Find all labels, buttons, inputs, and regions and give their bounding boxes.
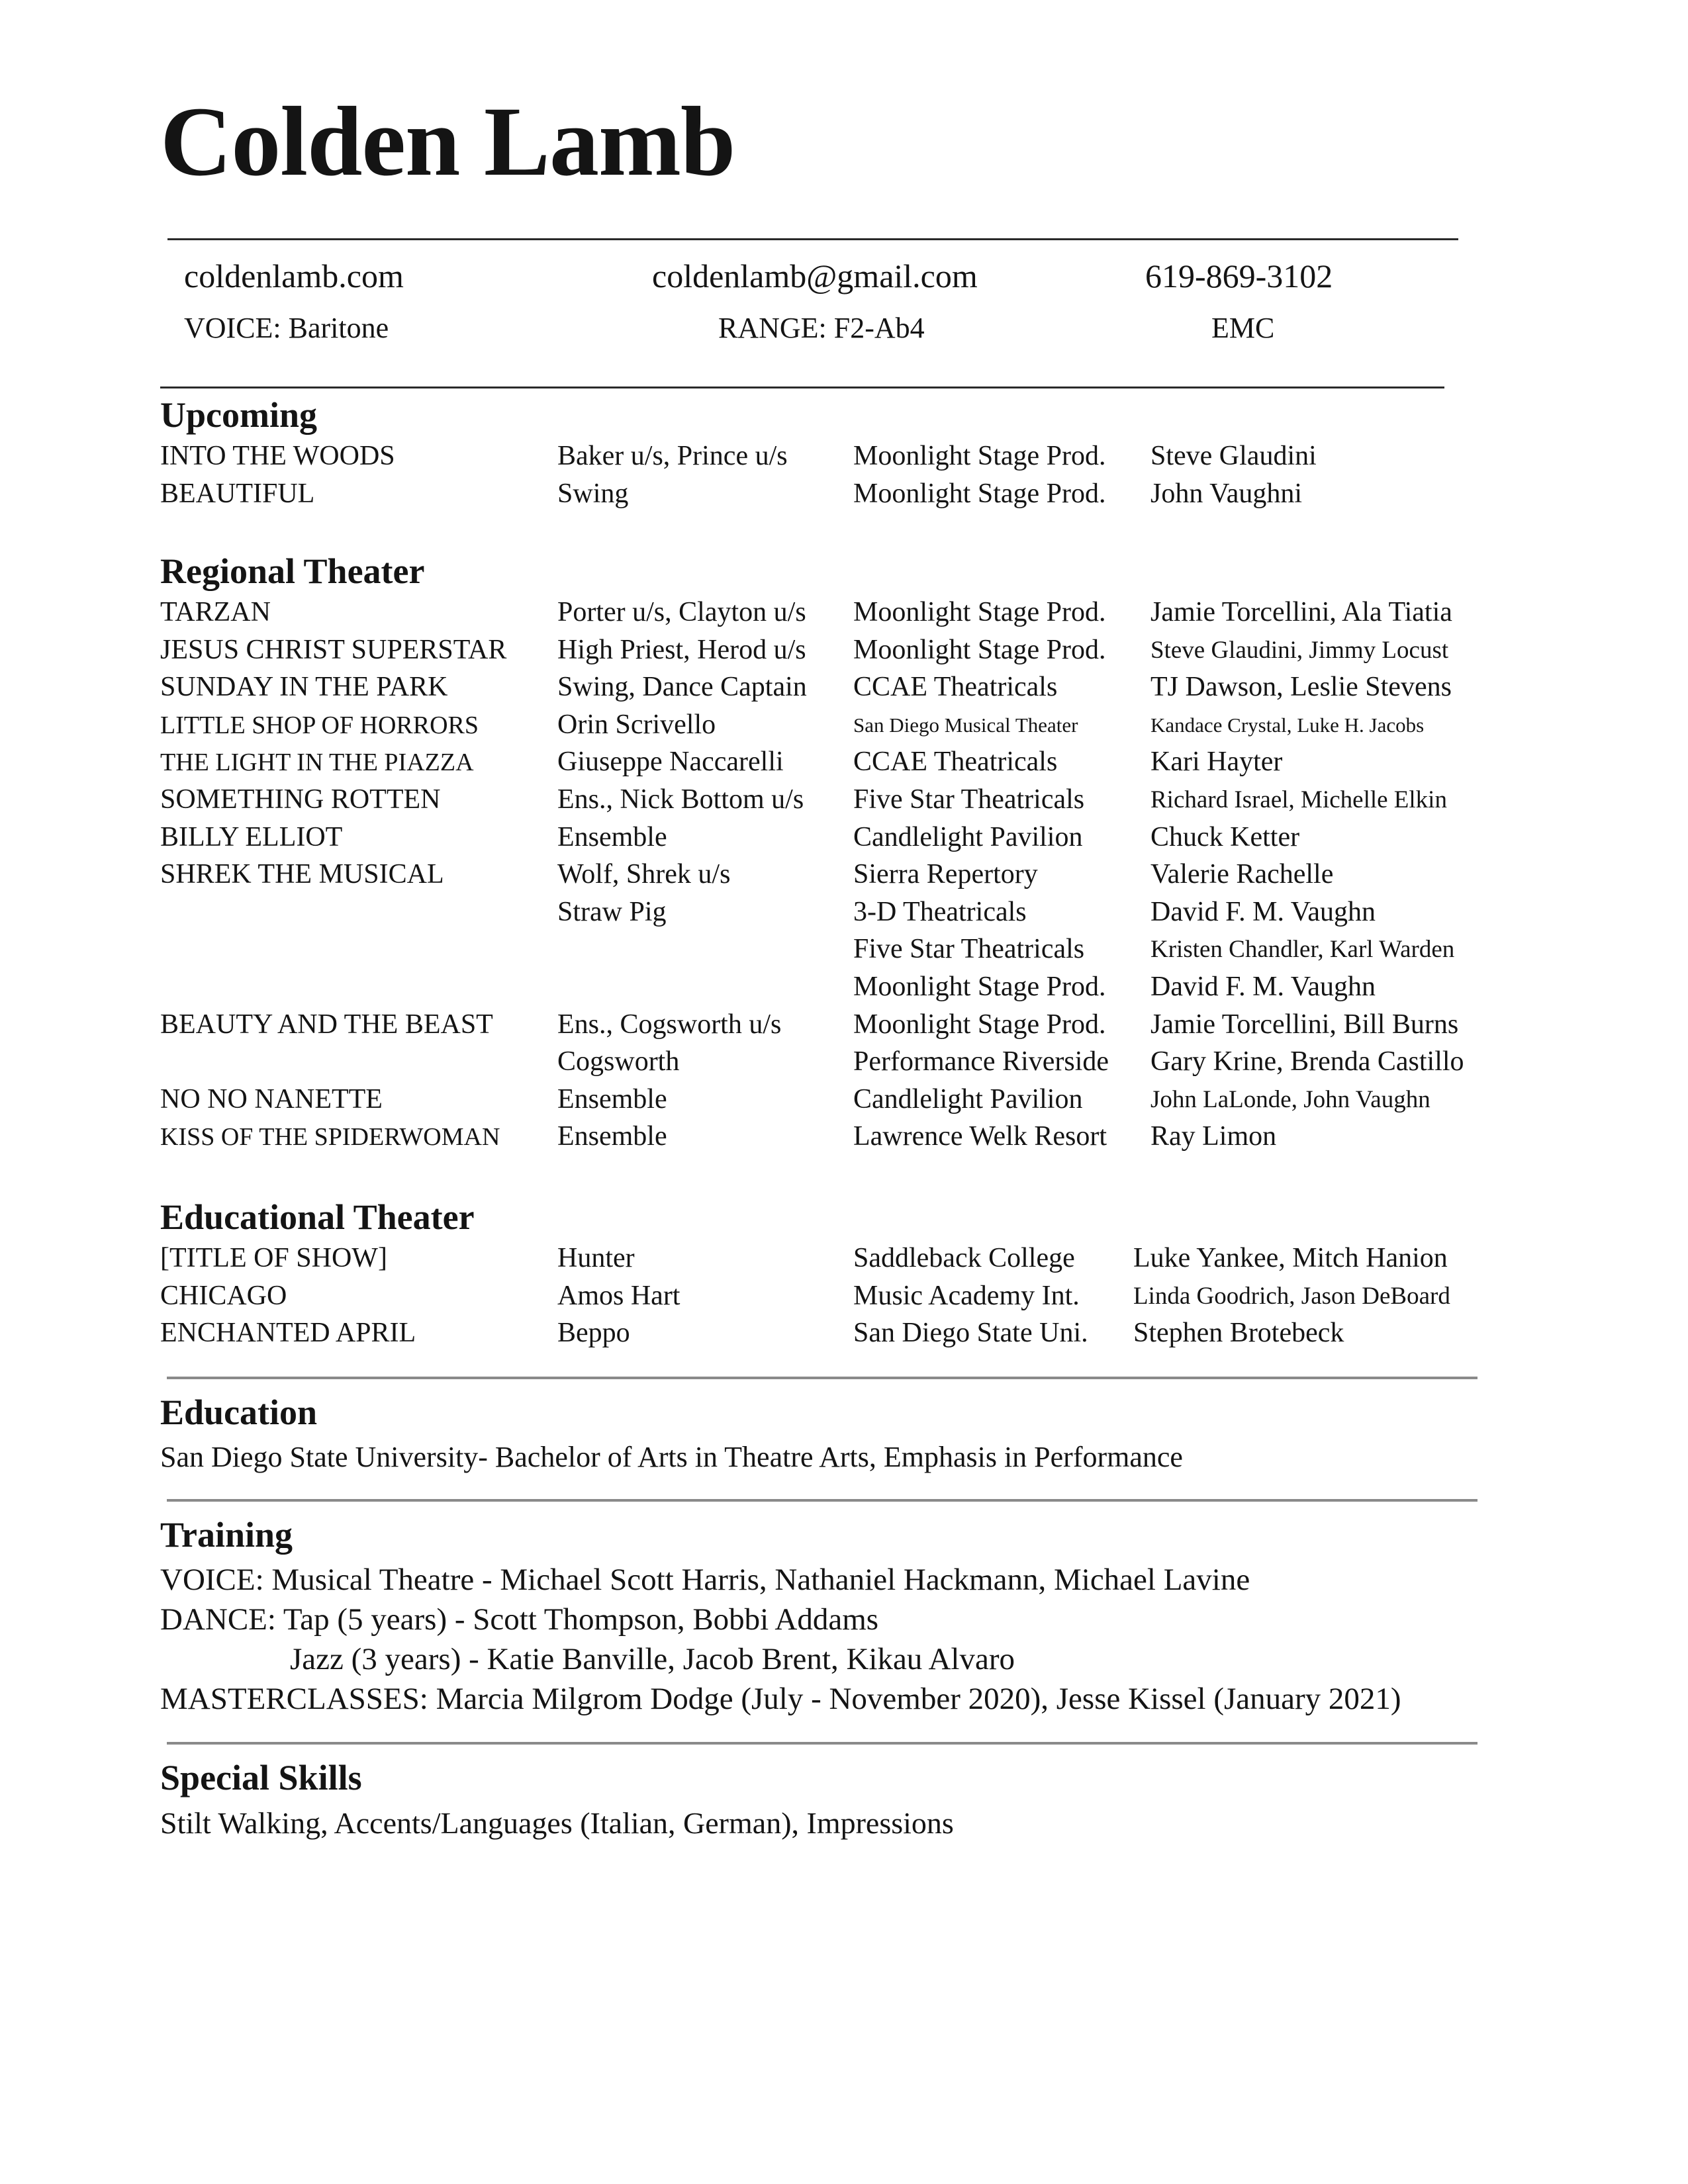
upcoming-credits xyxy=(160,438,1511,513)
credit-show: NO NO NANETTE xyxy=(160,1083,383,1115)
credit-director: Stephen Brotebeck xyxy=(1133,1318,1344,1349)
credit-role: Orin Scrivello xyxy=(557,709,716,740)
credit-row xyxy=(160,1278,1511,1316)
credit-row xyxy=(160,856,1511,894)
credit-show: TARZAN xyxy=(160,597,271,627)
credit-show: SHREK THE MUSICAL xyxy=(160,859,444,890)
credit-director: Valerie Rachelle xyxy=(1150,859,1334,890)
credit-row xyxy=(160,1007,1511,1044)
section-divider xyxy=(167,1742,1477,1745)
credit-director: David F. M. Vaughn xyxy=(1150,896,1376,927)
credit-row xyxy=(160,1240,1511,1278)
credit-row xyxy=(160,1315,1511,1353)
credit-company: Lawrence Welk Resort xyxy=(853,1121,1107,1152)
credit-show: BEAUTIFUL xyxy=(160,478,315,509)
credit-director: Jamie Torcellini, Bill Burns xyxy=(1150,1009,1459,1040)
credit-director: John Vaughni xyxy=(1150,478,1303,509)
credit-company: Moonlight Stage Prod. xyxy=(853,441,1106,471)
credit-show: LITTLE SHOP OF HORRORS xyxy=(160,711,479,739)
credit-company: San Diego State Uni. xyxy=(853,1318,1088,1349)
credit-director: Kari Hayter xyxy=(1150,747,1283,778)
credit-row xyxy=(160,669,1511,707)
section-title-special-skills: Special Skills xyxy=(160,1758,362,1797)
credit-row xyxy=(160,438,1511,476)
section-divider xyxy=(167,1377,1477,1379)
credit-company: Music Academy Int. xyxy=(853,1280,1080,1311)
credit-row xyxy=(160,1081,1511,1119)
regional-credits xyxy=(160,594,1511,1156)
credit-role: Ensemble xyxy=(557,1121,667,1152)
credit-company: Candlelight Pavilion xyxy=(853,821,1083,852)
credit-company: Saddleback College xyxy=(853,1243,1075,1273)
credit-show: SUNDAY IN THE PARK xyxy=(160,672,448,703)
phone-number: 619-869-3102 xyxy=(1145,257,1333,295)
educational-credits xyxy=(160,1240,1511,1353)
credit-row xyxy=(160,1044,1511,1081)
credit-role: Giuseppe Naccarelli xyxy=(557,747,784,778)
credit-show: [TITLE OF SHOW] xyxy=(160,1243,387,1273)
credit-director: Kandace Crystal, Luke H. Jacobs xyxy=(1150,713,1425,737)
credit-director: Jamie Torcellini, Ala Tiatia xyxy=(1150,597,1452,627)
credit-row xyxy=(160,744,1511,782)
credit-director: Kristen Chandler, Karl Warden xyxy=(1150,936,1455,964)
credit-show: KISS OF THE SPIDERWOMAN xyxy=(160,1123,500,1152)
credit-show: BEAUTY AND THE BEAST xyxy=(160,1009,493,1040)
voice-type: VOICE: Baritone xyxy=(184,312,389,344)
credit-company: Sierra Repertory xyxy=(853,859,1038,890)
training-masterclasses: MASTERCLASSES: Marcia Milgrom Dodge (July - November 2020), Jesse Kissel (January 2021) xyxy=(160,1682,1401,1716)
credit-role: Swing, Dance Captain xyxy=(557,672,807,703)
credit-show: CHICAGO xyxy=(160,1280,287,1311)
section-title-training: Training xyxy=(160,1515,293,1555)
vocal-range: RANGE: F2-Ab4 xyxy=(718,312,925,344)
credit-role: Ensemble xyxy=(557,1083,667,1115)
credit-director: David F. M. Vaughn xyxy=(1150,971,1376,1002)
credit-director: TJ Dawson, Leslie Stevens xyxy=(1150,672,1452,703)
credit-company: Moonlight Stage Prod. xyxy=(853,597,1106,627)
credit-company: San Diego Musical Theater xyxy=(853,713,1078,737)
credit-row xyxy=(160,819,1511,857)
education-degree: San Diego State University- Bachelor of Arts in Theatre Arts, Emphasis in Performance xyxy=(160,1441,1183,1473)
credit-row xyxy=(160,476,1511,514)
credit-show: ENCHANTED APRIL xyxy=(160,1318,416,1349)
credit-role: Baker u/s, Prince u/s xyxy=(557,441,788,471)
email-link[interactable]: coldenlamb@gmail.com xyxy=(652,257,978,295)
credit-role: Wolf, Shrek u/s xyxy=(557,859,731,890)
credit-role: Amos Hart xyxy=(557,1280,680,1311)
credit-row xyxy=(160,594,1511,632)
credit-show: SOMETHING ROTTEN xyxy=(160,784,441,815)
resume-name: Colden Lamb xyxy=(160,87,735,197)
credit-row xyxy=(160,707,1511,745)
credit-show: INTO THE WOODS xyxy=(160,441,395,471)
credit-role: Cogsworth xyxy=(557,1046,680,1077)
credit-director: Steve Glaudini xyxy=(1150,441,1317,471)
credit-row xyxy=(160,894,1511,932)
credit-row xyxy=(160,782,1511,819)
credit-row xyxy=(160,632,1511,670)
credit-director: Chuck Ketter xyxy=(1150,821,1300,852)
credit-company: Moonlight Stage Prod. xyxy=(853,1009,1106,1040)
credit-row xyxy=(160,1118,1511,1156)
credit-row xyxy=(160,969,1511,1007)
credit-role: Ens., Nick Bottom u/s xyxy=(557,784,804,815)
credit-company: Performance Riverside xyxy=(853,1046,1109,1077)
training-voice: VOICE: Musical Theatre - Michael Scott Harris, Nathaniel Hackmann, Michael Lavine xyxy=(160,1563,1250,1597)
section-title-education: Education xyxy=(160,1392,318,1432)
header-divider-bottom xyxy=(160,387,1444,388)
credit-show: JESUS CHRIST SUPERSTAR xyxy=(160,634,507,665)
credit-role: Ensemble xyxy=(557,821,667,852)
credit-director: John LaLonde, John Vaughn xyxy=(1150,1085,1430,1113)
credit-director: Ray Limon xyxy=(1150,1121,1277,1152)
credit-company: Five Star Theatricals xyxy=(853,784,1085,815)
credit-role: Hunter xyxy=(557,1243,635,1273)
website-link[interactable]: coldenlamb.com xyxy=(184,257,404,295)
credit-role: Straw Pig xyxy=(557,896,667,927)
union-status: EMC xyxy=(1211,312,1275,344)
credit-role: Ens., Cogsworth u/s xyxy=(557,1009,782,1040)
training-dance: DANCE: Tap (5 years) - Scott Thompson, Bobbi Addams xyxy=(160,1602,879,1637)
credit-role: Porter u/s, Clayton u/s xyxy=(557,597,806,627)
section-divider xyxy=(167,1499,1477,1502)
credit-company: CCAE Theatricals xyxy=(853,747,1058,778)
credit-company: Moonlight Stage Prod. xyxy=(853,971,1106,1002)
credit-director: Gary Krine, Brenda Castillo xyxy=(1150,1046,1464,1077)
training-jazz: Jazz (3 years) - Katie Banville, Jacob Brent, Kikau Alvaro xyxy=(290,1642,1015,1676)
credit-company: Five Star Theatricals xyxy=(853,934,1085,965)
credit-show: BILLY ELLIOT xyxy=(160,821,343,852)
credit-show: THE LIGHT IN THE PIAZZA xyxy=(160,749,474,777)
credit-director: Steve Glaudini, Jimmy Locust xyxy=(1150,636,1449,664)
credit-director: Luke Yankee, Mitch Hanion xyxy=(1133,1243,1448,1273)
credit-company: CCAE Theatricals xyxy=(853,672,1058,703)
credit-company: 3-D Theatricals xyxy=(853,896,1027,927)
credit-director: Linda Goodrich, Jason DeBoard xyxy=(1133,1282,1450,1310)
credit-company: Candlelight Pavilion xyxy=(853,1083,1083,1115)
credit-role: Swing xyxy=(557,478,629,509)
section-title-educational: Educational Theater xyxy=(160,1197,475,1237)
header-divider-top xyxy=(167,238,1458,240)
credit-director: Richard Israel, Michelle Elkin xyxy=(1150,786,1447,813)
credit-company: Moonlight Stage Prod. xyxy=(853,634,1106,665)
credit-role: High Priest, Herod u/s xyxy=(557,634,806,665)
credit-company: Moonlight Stage Prod. xyxy=(853,478,1106,509)
section-title-upcoming: Upcoming xyxy=(160,395,318,435)
credit-role: Beppo xyxy=(557,1318,630,1349)
special-skills-list: Stilt Walking, Accents/Languages (Italian, German), Impressions xyxy=(160,1806,954,1840)
credit-row xyxy=(160,931,1511,969)
section-title-regional: Regional Theater xyxy=(160,551,425,591)
